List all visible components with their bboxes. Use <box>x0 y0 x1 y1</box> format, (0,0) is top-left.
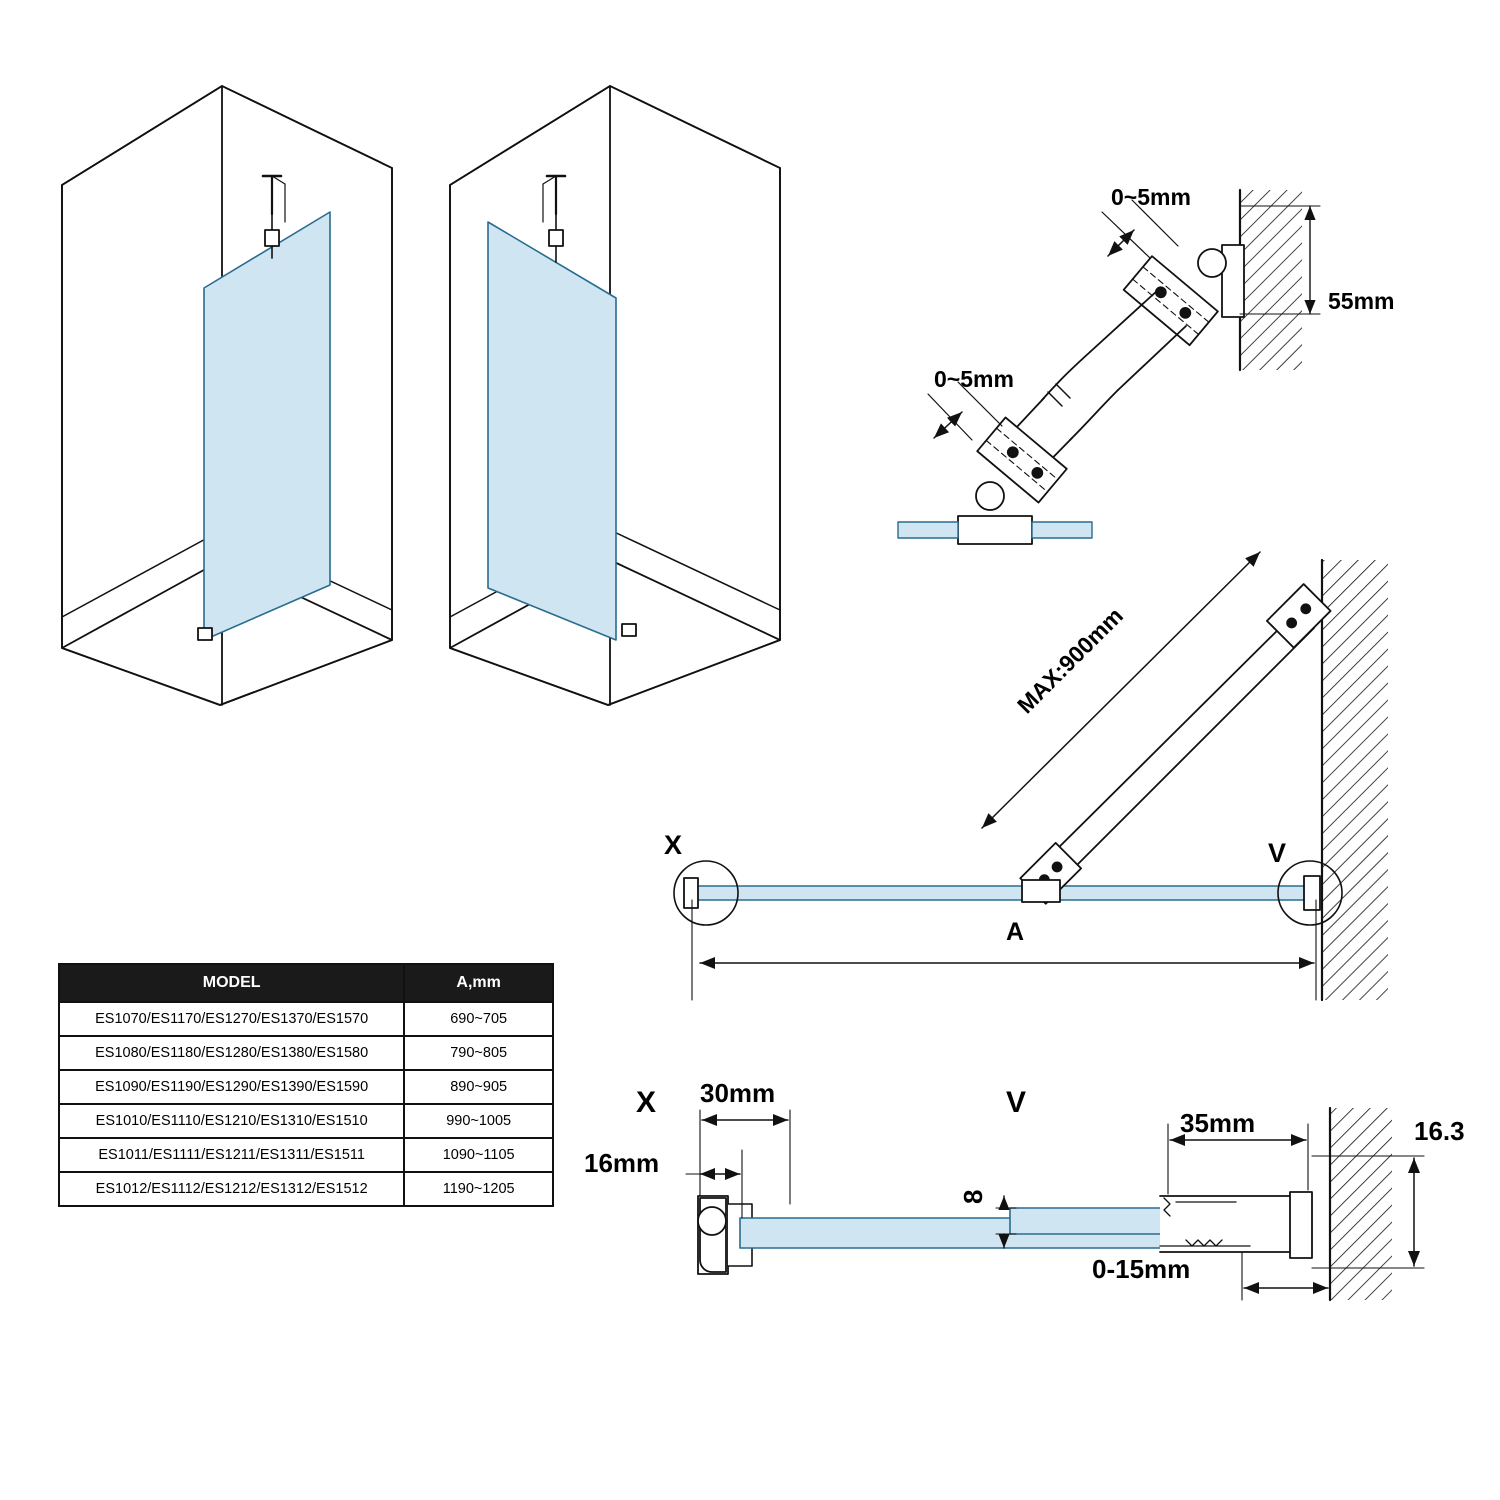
label-glass-thickness: 8 <box>958 1189 988 1204</box>
label-profile-v-width: 35mm <box>1180 1108 1256 1138</box>
table-cell-a: 690~705 <box>404 1002 553 1036</box>
table-row <box>59 1104 553 1138</box>
enclosure-view-right <box>450 86 780 705</box>
table-header-a: A,mm <box>404 964 553 1002</box>
marker-v-plan: V <box>1268 838 1287 868</box>
label-width-a: A <box>1006 918 1025 946</box>
table-row <box>59 1172 553 1206</box>
table-row <box>59 1036 553 1070</box>
label-profile-v-height: 16.3 <box>1414 1116 1465 1146</box>
table-cell-model: ES1080/ES1180/ES1280/ES1380/ES1580 <box>59 1036 404 1070</box>
table-cell-model: ES1010/ES1110/ES1210/ES1310/ES1510 <box>59 1104 404 1138</box>
table-header-model: MODEL <box>59 964 404 1002</box>
table-cell-model: ES1011/ES1111/ES1211/ES1311/ES1511 <box>59 1138 404 1172</box>
label-wall-adjust: 0-15mm <box>1092 1254 1191 1284</box>
table-cell-model: ES1070/ES1170/ES1270/ES1370/ES1570 <box>59 1002 404 1036</box>
table-cell-model: ES1012/ES1112/ES1212/ES1312/ES1512 <box>59 1172 404 1206</box>
table-row <box>59 1070 553 1104</box>
label-profile-x-outer: 30mm <box>700 1078 776 1108</box>
label-gap-lower: 0~5mm <box>934 366 1014 392</box>
enclosure-view-left <box>62 86 392 705</box>
table-cell-a: 1190~1205 <box>404 1172 553 1206</box>
model-dimension-table <box>58 963 554 1207</box>
label-bar-max: MAX:900mm <box>1012 602 1128 719</box>
label-gap-top: 0~5mm <box>1111 184 1191 210</box>
label-bracket-height: 55mm <box>1328 288 1395 314</box>
table-cell-model: ES1090/ES1190/ES1290/ES1390/ES1590 <box>59 1070 404 1104</box>
marker-v-detail: V <box>1006 1086 1027 1119</box>
table-cell-a: 1090~1105 <box>404 1138 553 1172</box>
table-cell-a: 990~1005 <box>404 1104 553 1138</box>
support-bar-elevation <box>674 552 1388 1000</box>
table-row <box>59 1138 553 1172</box>
table-row <box>59 1002 553 1036</box>
table-header-row <box>59 964 553 1002</box>
table-cell-a: 790~805 <box>404 1036 553 1070</box>
table-cell-a: 890~905 <box>404 1070 553 1104</box>
label-profile-x-inner: 16mm <box>584 1148 660 1178</box>
marker-x-detail: X <box>636 1086 657 1119</box>
marker-x-plan: X <box>664 830 683 860</box>
